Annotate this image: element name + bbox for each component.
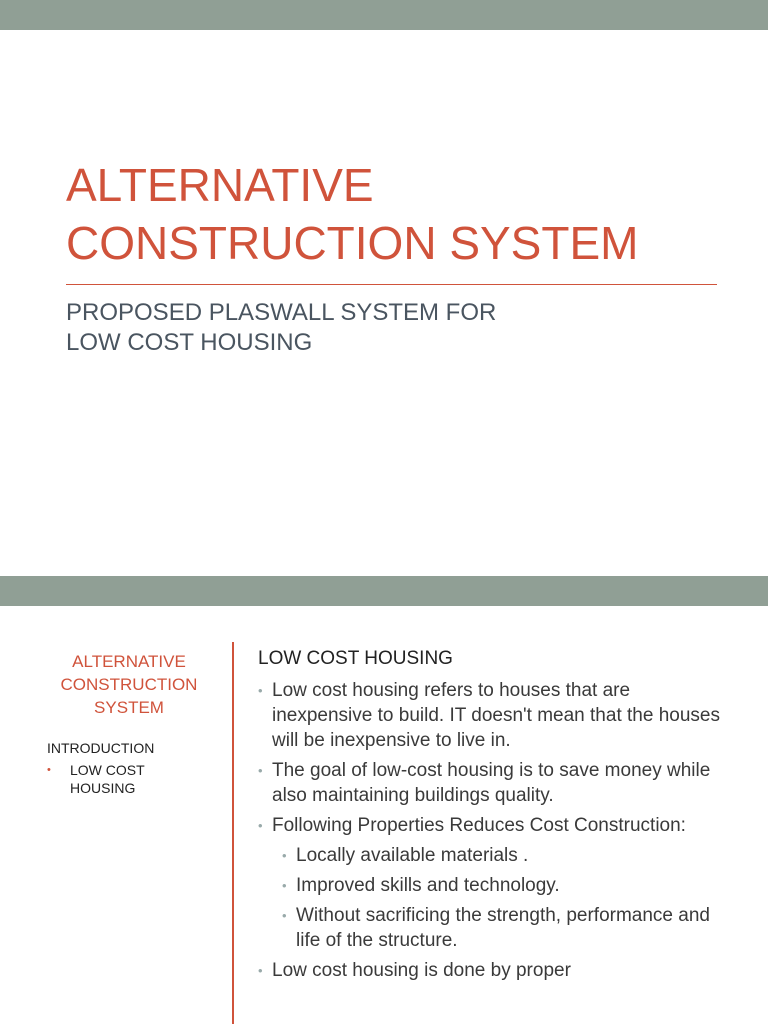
content-heading: LOW COST HOUSING [258, 648, 453, 669]
sidebar-title-line-1: ALTERNATIVE [72, 652, 186, 671]
sidebar-title [40, 650, 218, 719]
bullet-item: • Following Properties Reduces Cost Construction: [256, 813, 726, 838]
sidebar-title-line-2: CONSTRUCTION [60, 675, 198, 694]
title-slide [0, 30, 768, 576]
slide-title-line-1: ALTERNATIVE [66, 159, 374, 211]
content-slide [0, 606, 768, 1024]
vertical-divider [232, 642, 234, 1024]
sidebar-title-line-3: SYSTEM [94, 698, 164, 717]
sidebar-item-line-1: LOW COST [70, 762, 145, 778]
slide-subtitle-line-1: PROPOSED PLASWALL SYSTEM FOR [66, 299, 497, 326]
slide-subtitle-line-2: LOW COST HOUSING [66, 329, 313, 356]
top-band [0, 0, 768, 30]
slide-subtitle [66, 298, 666, 358]
sub-bullet-item: • Improved skills and technology. [256, 873, 726, 898]
slide-separator-band [0, 576, 768, 606]
sidebar-section-introduction: INTRODUCTION [47, 740, 155, 756]
bullet-item: • The goal of low-cost housing is to save money while also maintaining buildings quality. [256, 758, 726, 808]
sub-bullet-item: • Without sacrificing the strength, performance and life of the structure. [256, 903, 726, 953]
sidebar-item-low-cost-housing [47, 761, 207, 797]
sidebar-list [47, 761, 207, 797]
slide-title [66, 156, 746, 272]
bullet-list [256, 678, 726, 988]
title-divider [66, 284, 717, 285]
bullet-item: • Low cost housing refers to houses that are inexpensive to build. IT doesn't mean that the houses will be inexpensive to live in. [256, 678, 726, 753]
bullet-item: • Low cost housing is done by proper [256, 958, 726, 983]
slide-title-line-2: CONSTRUCTION SYSTEM [66, 217, 639, 269]
sidebar-item-line-2: HOUSING [70, 780, 136, 796]
sub-bullet-item: • Locally available materials . [256, 843, 726, 868]
